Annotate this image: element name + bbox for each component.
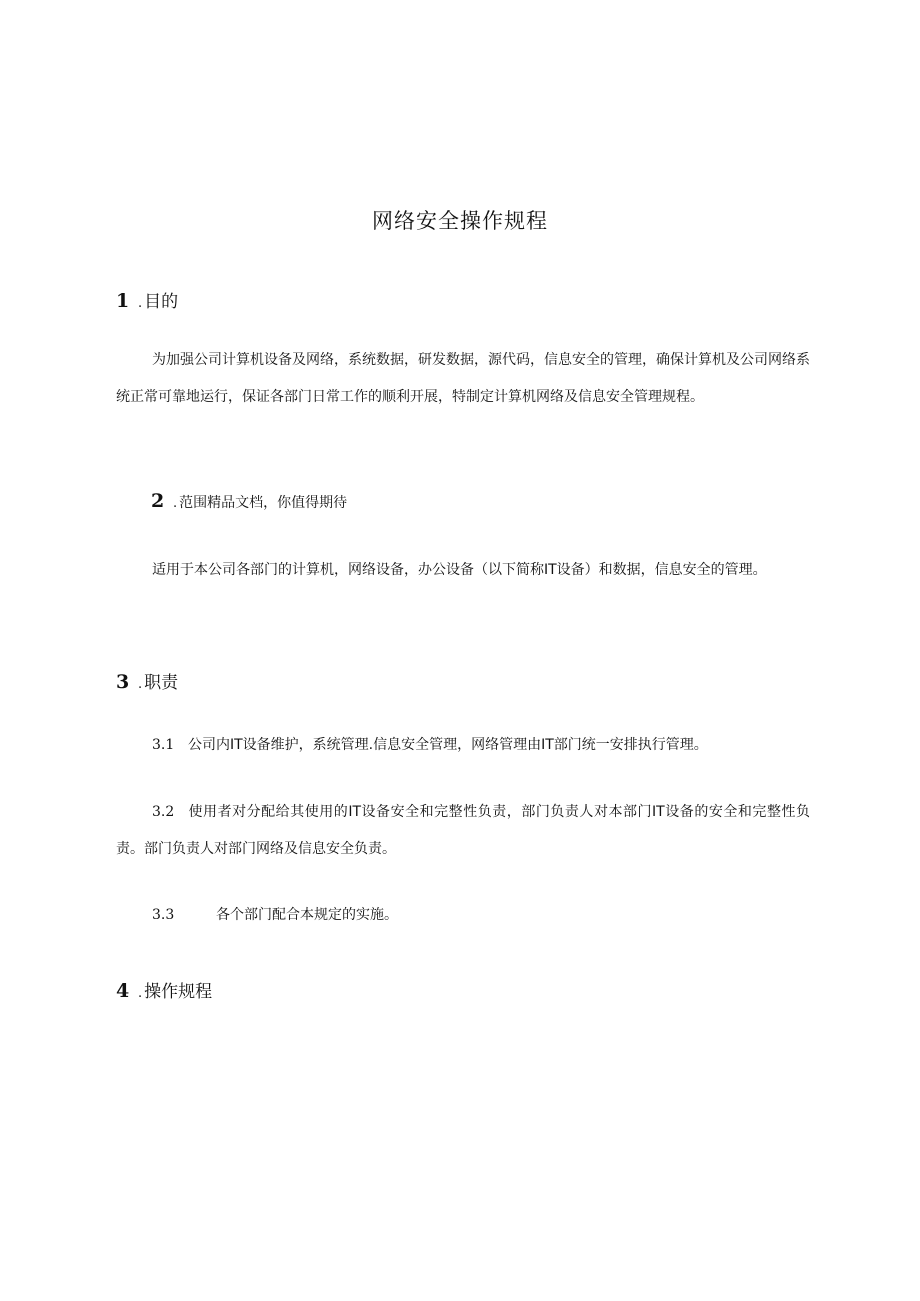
section-number: 2: [151, 490, 165, 512]
section-paragraph-1: 为加强公司计算机设备及网络，系统数据，研发数据，源代码，信息安全的管理，确保计算机及公司网络系统正常可靠地运行，保证各部门日常工作的顺利开展，特制定计算机网络及信息安全管理规程。: [116, 352, 810, 405]
item-text: 公司内IT设备维护，系统管理.信息安全管理，网络管理由IT部门统一安排执行管理。: [188, 737, 708, 753]
section-heading-3: [116, 668, 178, 693]
section-title: 操作规程: [144, 982, 213, 1002]
item-number: 3.3: [152, 907, 175, 923]
section-heading-4: [116, 977, 212, 1002]
section-separator: .: [138, 986, 143, 1001]
item-number: 3.2: [152, 804, 175, 820]
section-title: 范围精品文档，你值得期待: [179, 495, 348, 511]
page-title: 网络安全操作规程: [372, 209, 548, 233]
item-number: 3.1: [152, 737, 175, 753]
item-text: 各个部门配合本规定的实施。: [216, 907, 398, 923]
section-paragraph-2: 适用于本公司各部门的计算机，网络设备，办公设备（以下简称IT设备）和数据，信息安全的管理。: [152, 562, 767, 578]
section-title: 职责: [144, 673, 179, 693]
section-number: 1: [116, 290, 130, 312]
section-number: 3: [116, 671, 130, 693]
section-heading-1: [116, 287, 178, 312]
section-title: 目的: [144, 292, 179, 312]
section-heading-2: [151, 490, 347, 512]
list-item-3-2: [116, 794, 810, 868]
section-number: 4: [116, 980, 130, 1002]
list-item-3-1: [116, 727, 810, 764]
item-text: 使用者对分配给其使用的IT设备安全和完整性负责，部门负责人对本部门IT设备的安全和完整性负责。部门负责人对部门网络及信息安全负责。: [116, 804, 810, 857]
list-item-3-3: [116, 897, 810, 934]
section-separator: .: [138, 296, 143, 311]
section-separator: .: [138, 677, 143, 692]
section-separator: .: [173, 496, 178, 511]
